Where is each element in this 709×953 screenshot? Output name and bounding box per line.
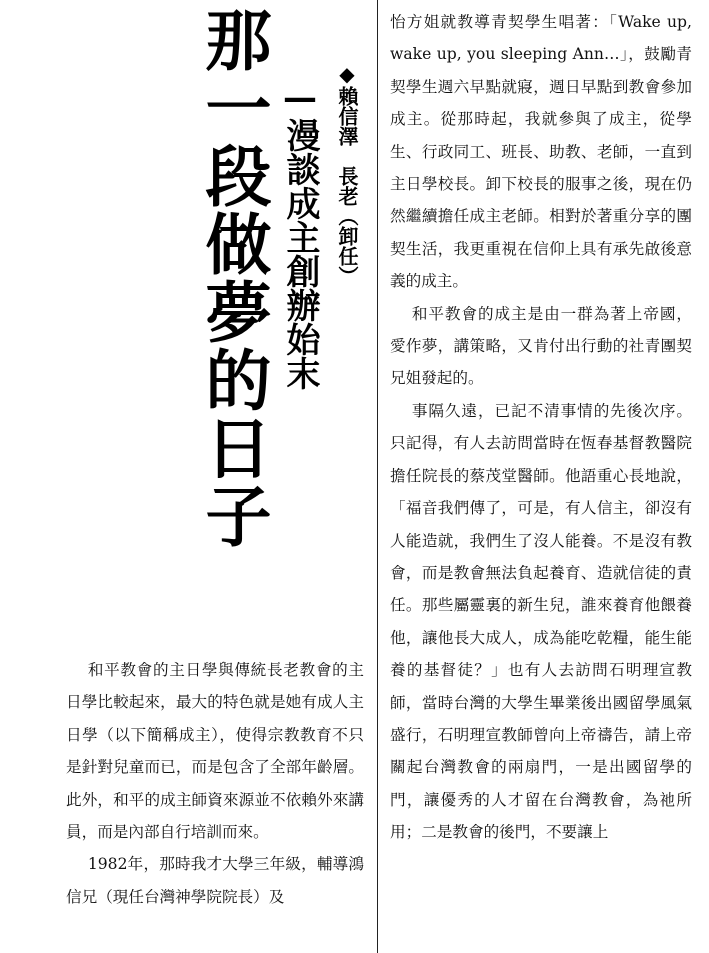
paragraph: 怡方姐就教導青契學生唱著：「Wake up, wake up, you sleeping Ann…」，鼓勵青契學生週六早點就寢，週日早點到教會參加成主。從那時起，我就參與了成主，從學生、行政同工、班長、助教、老師，一直到主日學校長。卸下校長的服事之後，現在仍然繼續擔任成主老師。相對於著重分享的團契生活，我更重視在信仰上具有承先啟後意義的成主。 [390, 13, 692, 291]
article-title: 那一段做夢的日子 [194, 6, 271, 550]
article-subtitle: —漫談成主創辦始末 [280, 78, 320, 390]
paragraph: 1982年，那時我才大學三年級，輔導鴻信兄（現任台灣神學院院長）及 [66, 855, 364, 906]
column-divider [377, 0, 378, 953]
paragraph: 和平教會的主日學與傳統長老教會的主日學比較起來，最大的特色就是她有成人主日學（以下簡稱成主），使得宗教教育不只是針對兒童而已，而是包含了全部年齡層。此外，和平的成主師資來源並不依賴外來講員，而是內部自行培訓而來。 [66, 661, 364, 842]
author-byline: ◆賴信澤 長老（卸任） [335, 62, 359, 286]
paragraph: 事隔久遠，已記不清事情的先後次序。只記得，有人去訪問當時在恆春基督教醫院擔任院長的蔡茂堂醫師。他語重心長地說，「福音我們傳了，可是，有人信主，卻沒有人能造就，我們生了沒人能養。不是沒有教會，而是教會無法負起養育、造就信徒的責任。那些屬靈裏的新生兒，誰來養育他餵養他，讓他長大成人，成為能吃乾糧，能生能養的基督徒？」也有人去訪問石明理宣教師，當時台灣的大學生畢業後出國留學風氣盛行，石明理宣教師曾向上帝禱告，請上帝關起台灣教會的兩扇門，一是出國留學的門，讓優秀的人才留在台灣教會，為祂所用；二是教會的後門，不要讓上 [390, 401, 692, 842]
right-column [390, 6, 692, 849]
left-column [66, 654, 364, 913]
paragraph: 和平教會的成主是由一群為著上帝國，愛作夢，講策略，又肯付出行動的社青團契兄姐發起的。 [390, 304, 692, 388]
